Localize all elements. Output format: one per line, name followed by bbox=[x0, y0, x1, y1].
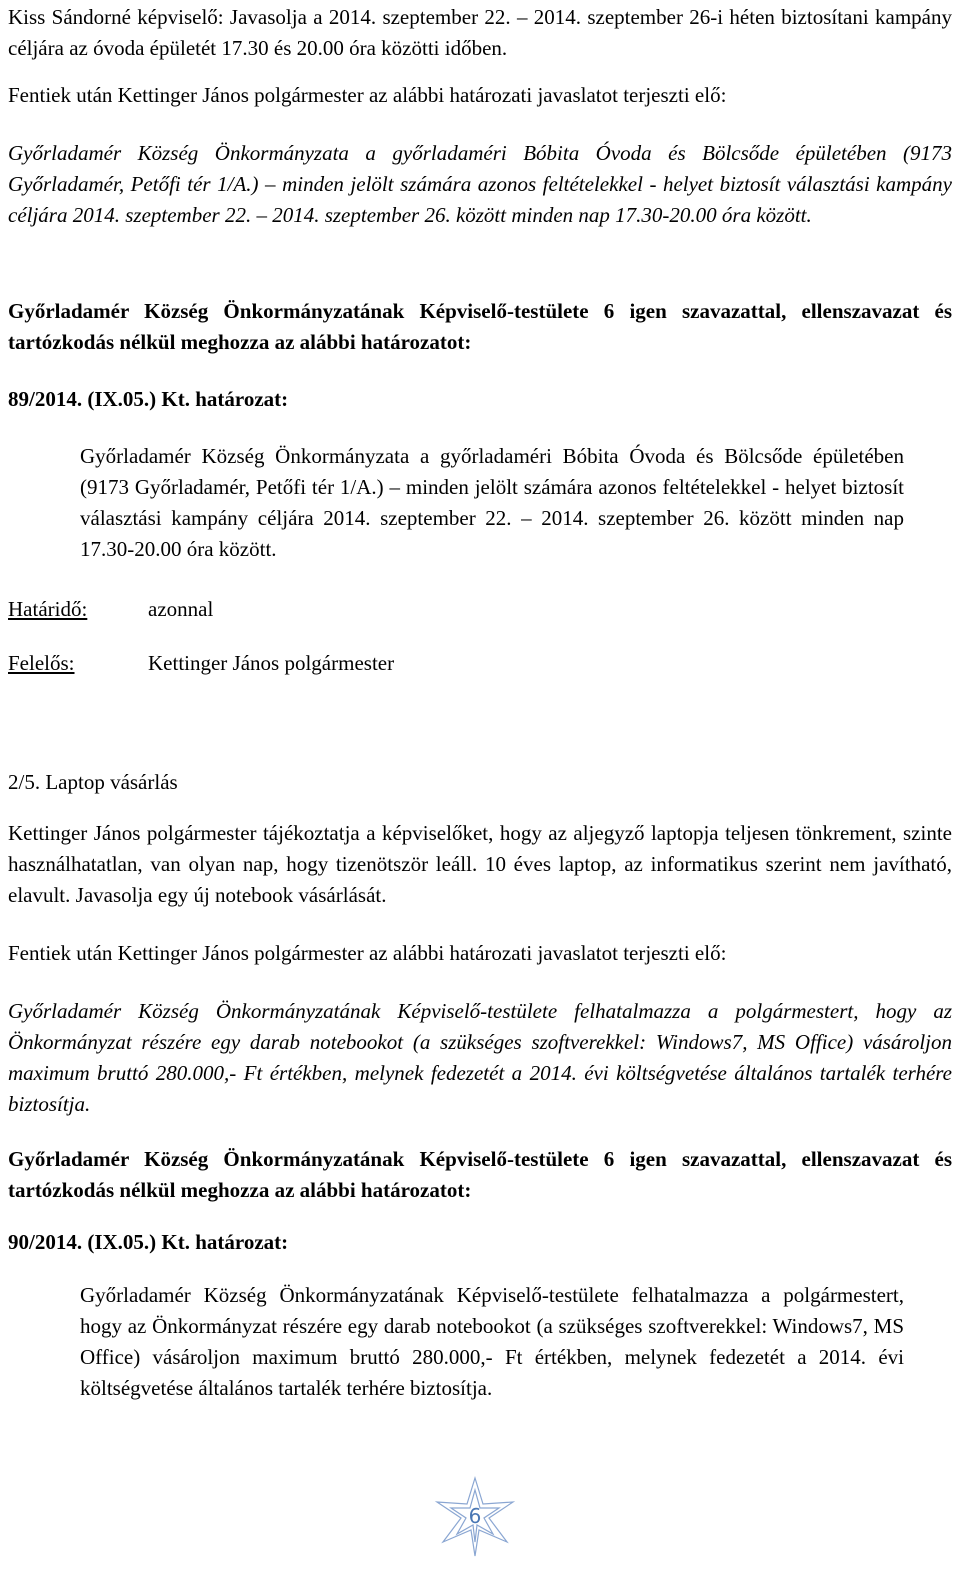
resolution-text: Győrladamér Község Önkormányzatának Képviselő-testülete felhatalmazza a polgármestert, hogy az Önkormányzat részére egy darab notebookot (a szükséges szoftverekkel: Windows7, MS Office) vásároljon maximum bruttó 280.000,- Ft értékben, melynek fedezetét a 2014. évi költségvetése általános tartalék terhére biztosítja. bbox=[80, 1283, 904, 1400]
resolution-number: 90/2014. (IX.05.) Kt. határozat: bbox=[8, 1230, 289, 1254]
intro-paragraph: Kiss Sándorné képviselő: Javasolja a 2014. szeptember 22. – 2014. szeptember 26-i héten biztosítani kampány céljára az óvoda épületét 17.30 és 20.00 óra közötti időben. bbox=[8, 5, 952, 60]
responsible-row bbox=[8, 648, 608, 679]
proposal-lead: Fentiek után Kettinger János polgármester az alábbi határozati javaslatot terjeszti elő: bbox=[8, 83, 727, 107]
resolution-text: Győrladamér Község Önkormányzata a győrladaméri Bóbita Óvoda és Bölcsőde épületében (9173 Győrladamér, Petőfi tér 1/A.) – minden jelölt számára azonos feltételekkel - helyet biztosít választási kampány céljára 2014. szeptember 22. – 2014. szeptember 26. között minden nap 17.30-20.00 óra között. bbox=[80, 444, 904, 561]
deadline-value: azonnal bbox=[148, 597, 214, 621]
deadline-label: Határidő: bbox=[8, 597, 88, 621]
page-number-badge bbox=[427, 1468, 523, 1564]
section-heading: 2/5. Laptop vásárlás bbox=[8, 770, 178, 794]
responsible-label: Felelős: bbox=[8, 651, 75, 675]
proposal-text: Győrladamér Község Önkormányzata a győrladaméri Bóbita Óvoda és Bölcsőde épületében (9173 Győrladamér, Petőfi tér 1/A.) – minden jelölt számára azonos feltételekkel - helyet biztosít választási kampány céljára 2014. szeptember 22. – 2014. szeptember 26. között minden nap 17.30-20.00 óra között. bbox=[8, 141, 952, 227]
proposal-text: Győrladamér Község Önkormányzatának Képviselő-testülete felhatalmazza a polgármestert, hogy az Önkormányzat részére egy darab notebookot (a szükséges szoftverekkel: Windows7, MS Office) vásároljon maximum bruttó 280.000,- Ft értékben, melynek fedezetét a 2014. évi költségvetése általános tartalék terhére biztosítja. bbox=[8, 999, 952, 1116]
vote-statement: Győrladamér Község Önkormányzatának Képviselő-testülete 6 igen szavazattal, ellenszavazat és tartózkodás nélkül meghozza az alábbi határozatot: bbox=[8, 1147, 952, 1202]
report-paragraph: Kettinger János polgármester tájékoztatja a képviselőket, hogy az aljegyző laptopja teljesen tönkrement, szinte használhatatlan, van olyan nap, hogy tizenötször leáll. 10 éves laptop, az informatikus szerint nem javítható, elavult. Javasolja egy új notebook vásárlását. bbox=[8, 821, 952, 907]
resolution-number: 89/2014. (IX.05.) Kt. határozat: bbox=[8, 387, 289, 411]
page-number: 6 bbox=[468, 1504, 482, 1528]
responsible-value: Kettinger János polgármester bbox=[148, 651, 395, 675]
vote-statement: Győrladamér Község Önkormányzatának Képviselő-testülete 6 igen szavazattal, ellenszavazat és tartózkodás nélkül meghozza az alábbi határozatot: bbox=[8, 299, 952, 354]
deadline-row bbox=[8, 594, 608, 625]
proposal-lead: Fentiek után Kettinger János polgármester az alábbi határozati javaslatot terjeszti elő: bbox=[8, 941, 727, 965]
